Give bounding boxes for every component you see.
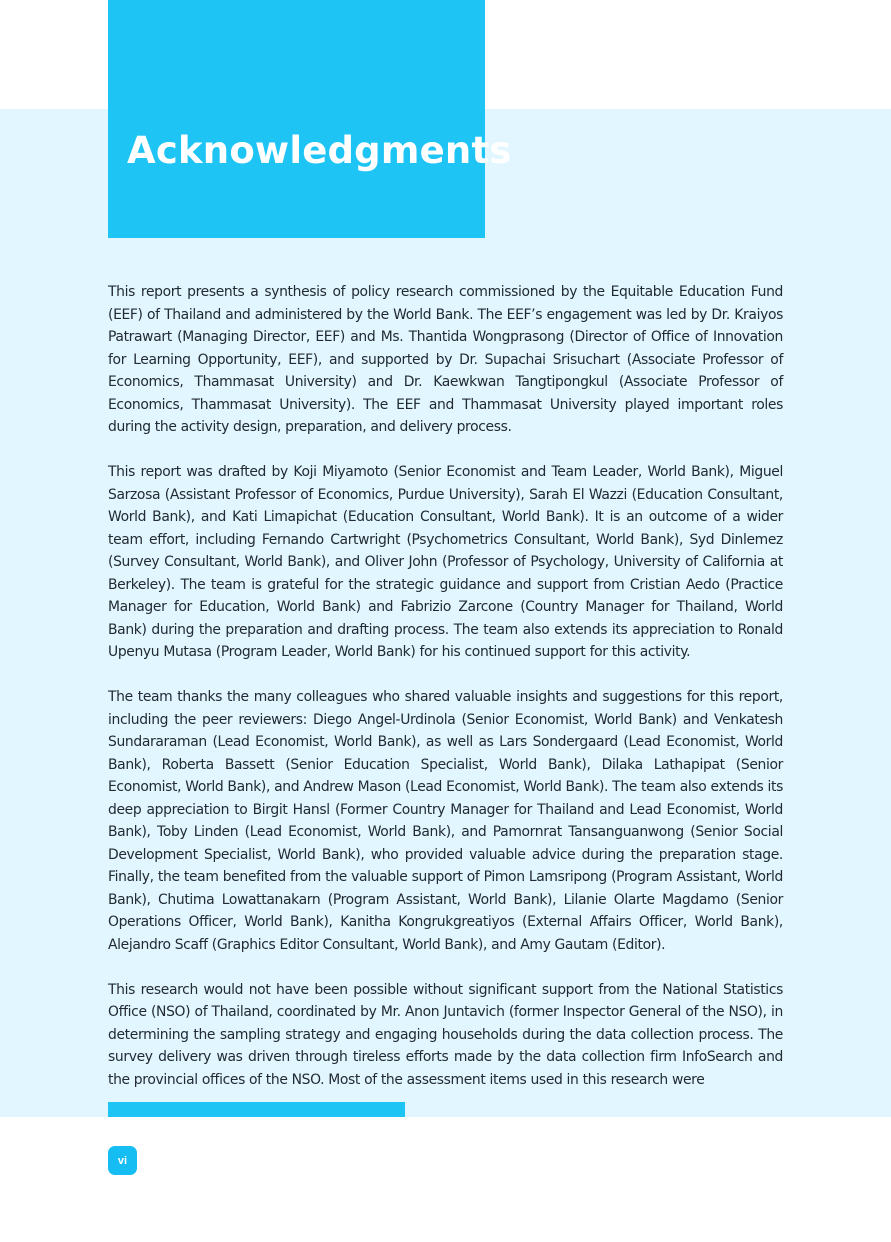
paragraph-eef-engagement: This report presents a synthesis of policy research commissioned by the Equitable Education Fund (EEF) of Thailand and administered by the World Bank. The EEF’s engagement was led by Dr. Kraiyos Patrawart (Managing Director, EEF) and Ms. Thantida Wongprasong (Director of Office of Innovation for Learning Opportunity, EEF), and supported by Dr. Supachai Srisuchart (Associate Professor of Economics, Thammasat University) and Dr. Kaewkwan Tangtipongkul (Associate Professor of Economics, Thammasat University). The EEF and Thammasat University played important roles during the activity design, preparation, and delivery process. [108,284,783,435]
paragraph-peer-reviewers: The team thanks the many colleagues who shared valuable insights and suggestions for this report, including the peer reviewers: Diego Angel-Urdinola (Senior Economist, World Bank) and Venkatesh Sundararaman (Lead Economist, World Bank), as well as Lars Sondergaard (Lead Economist, World Bank), Roberta Bassett (Senior Education Specialist, World Bank), Dilaka Lathapipat (Senior Economist, World Bank), and Andrew Mason (Lead Economist, World Bank). The team also extends its deep appreciation to Birgit Hansl (Former Country Manager for Thailand and Lead Economist, World Bank), Toby Linden (Lead Economist, World Bank), and Pamornrat Tansanguanwong (Senior Social Development Specialist, World Bank), who provided valuable advice during the preparation stage. Finally, the team benefited from the valuable support of Pimon Lamsripong (Program Assistant, World Bank), Chutima Lowattanakarn (Program Assistant, World Bank), Lilanie Olarte Magdamo (Senior Operations Officer, World Bank), Kanitha Kongrukgreatiyos (External Affairs Officer, World Bank), Alejandro Scaff (Graphics Editor Consultant, World Bank), and Amy Gautam (Editor). [108,689,783,953]
paragraph-nso-support: This research would not have been possible without significant support from the National Statistics Office (NSO) of Thailand, coordinated by Mr. Anon Juntavich (former Inspector General of the NSO), in determining the sampling strategy and engaging households during the data collection process. The survey delivery was driven through tireless efforts made by the data collection firm InfoSearch and the provincial offices of the NSO. Most of the assessment items used in this research were [108,981,783,1088]
page-number: vi [117,1154,128,1167]
page-title: Acknowledgments [127,129,512,172]
accent-bar [108,1102,405,1117]
page-number-badge [108,1146,137,1175]
acknowledgments-body [108,281,783,1114]
title-block [108,0,485,238]
paragraph-drafting-team: This report was drafted by Koji Miyamoto (Senior Economist and Team Leader, World Bank), Miguel Sarzosa (Assistant Professor of Economics, Purdue University), Sarah El Wazzi (Education Consultant, World Bank), and Kati Limapichat (Education Consultant, World Bank). It is an outcome of a wider team effort, including Fernando Cartwright (Psychometrics Consultant, World Bank), Syd Dinlemez (Survey Consultant, World Bank), and Oliver John (Professor of Psychology, University of California at Berkeley). The team is grateful for the strategic guidance and support from Cristian Aedo (Practice Manager for Education, World Bank) and Fabrizio Zarcone (Country Manager for Thailand, World Bank) during the preparation and drafting process. The team also extends its appreciation to Ronald Upenyu Mutasa (Program Leader, World Bank) for his continued support for this activity. [108,464,783,660]
